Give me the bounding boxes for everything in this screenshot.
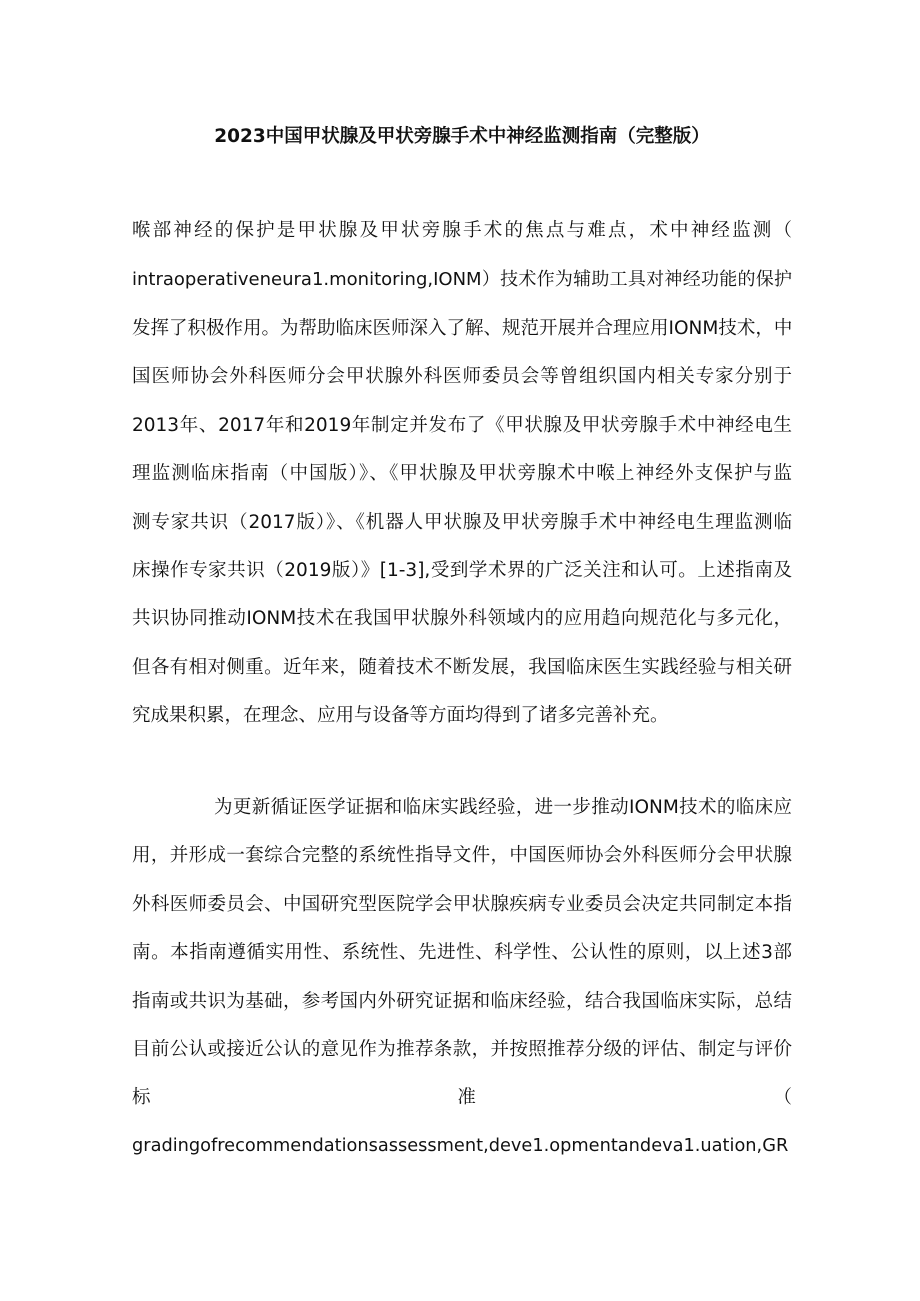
paragraph-1-line-7: 测专家共识（2017版）》、《机器人甲状腺及甲状旁腺手术中神经电生理监测临 [132, 512, 792, 533]
paragraph-1-line-1: 喉部神经的保护是甲状腺及甲状旁腺手术的焦点与难点，术中神经监测（ [132, 220, 792, 241]
paragraph-1-line-2: intraoperativeneura1.monitoring,IONM）技术作为辅助工具对神经功能的保护 [132, 269, 792, 290]
paragraph-2-line-5: 指南或共识为基础，参考国内外研究证据和临床经验，结合我国临床实际，总结 [132, 991, 792, 1012]
paragraph-2-line-6: 目前公认或接近公认的意见作为推荐条款，并按照推荐分级的评估、制定与评价 [132, 1039, 792, 1060]
paragraph-1-line-8: 床操作专家共识（2019版）》[1-3],受到学术界的广泛关注和认可。上述指南及 [132, 560, 792, 581]
paragraph-2-line-4: 南。本指南遵循实用性、系统性、先进性、科学性、公认性的原则，以上述3部 [132, 942, 792, 963]
paragraph-1-line-11: 究成果积累，在理念、应用与设备等方面均得到了诸多完善补充。 [132, 705, 669, 726]
paragraph-2-line-3: 外科医师委员会、中国研究型医院学会甲状腺疾病专业委员会决定共同制定本指 [132, 894, 792, 915]
paragraph-1-line-10: 但各有相对侧重。近年来，随着技术不断发展，我国临床医生实践经验与相关研 [132, 657, 792, 678]
paragraph-2-line-7: 标 准 （ [132, 1087, 792, 1108]
paragraph-2-line-8: gradingofrecommendationsassessment,deve1.opmentandeva1.uation,GR [132, 1136, 789, 1156]
paragraph-1-line-3: 发挥了积极作用。为帮助临床医师深入了解、规范开展并合理应用IONM技术，中 [132, 318, 793, 339]
paragraph-1-line-9: 共识协同推动IONM技术在我国甲状腺外科领域内的应用趋向规范化与多元化， [132, 608, 792, 629]
paragraph-1-line-6: 理监测临床指南（中国版）》、《甲状腺及甲状旁腺术中喉上神经外支保护与监 [132, 463, 792, 484]
paragraph-2-line-1: 为更新循证医学证据和临床实践经验，进一步推动IONM技术的临床应 [214, 797, 792, 818]
paragraph-1-line-5: 2013年、2017年和2019年制定并发布了《甲状腺及甲状旁腺手术中神经电生 [132, 415, 792, 436]
paragraph-1-line-4: 国医师协会外科医师分会甲状腺外科医师委员会等曾组织国内相关专家分别于 [132, 366, 792, 387]
paragraph-2-line-2: 用，并形成一套综合完整的系统性指导文件，中国医师协会外科医师分会甲状腺 [132, 845, 792, 866]
document-title: 2023中国甲状腺及甲状旁腺手术中神经监测指南（完整版） [214, 126, 710, 147]
